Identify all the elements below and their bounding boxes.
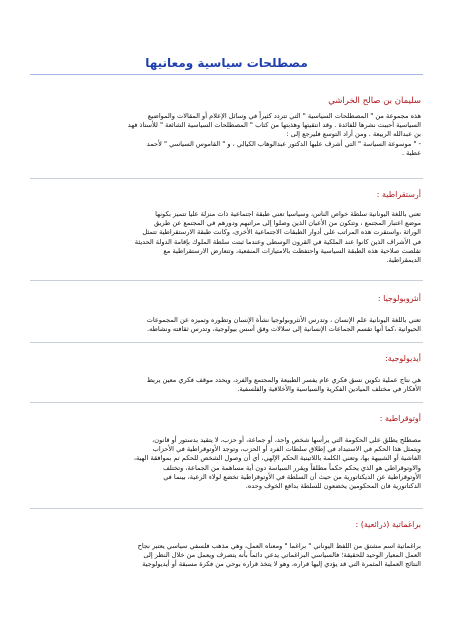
body-line: والاوتوقراطي هو الذي يحكم حكماً مطلقاً ويقرر السياسة دون أية مساهمة من الجماعة، وتختلف xyxy=(162,463,421,472)
author-name: سليمان بن صالح الخراشي xyxy=(328,96,421,106)
body-line: مصطلح يطلق على الحكومة التي يرأسها شخص واحد، أو جماعة، أو حزب، لا يتقيد بدستور أو قانون، xyxy=(152,436,421,444)
body-line: الديمقراطية. xyxy=(386,256,421,265)
section-body-aristocracy xyxy=(32,210,421,265)
section-body-anthropology xyxy=(32,316,421,334)
section-heading-autocracy: أوتوقراطية : xyxy=(379,414,421,423)
intro-line: - " موسوعة السياسة " التي أشرف عليها الدكتور عبدالوهاب الكيالي ، و " القاموس السياسي " لأحمد xyxy=(146,139,421,148)
section-heading-aristocracy: أرستقراطية : xyxy=(376,190,421,199)
body-line: الدكتاتورية فان المحكومين يخضعون للسلطة بدافع الخوف وحده. xyxy=(245,482,421,491)
intro-line: عطية . xyxy=(401,148,421,157)
section-divider xyxy=(30,342,423,343)
section-divider xyxy=(30,178,423,179)
body-line: النتائج العملية المثمرة التي قد يؤدي إليها قراره، وهو لا يتخذ قراره بوحي من فكرة مسبقة أو أيديولوجية xyxy=(142,560,421,569)
body-line: الفاشية أو الشبيهة بها، وتعني الكلمة باللاتينية الحكم الإلهي، أي أن وصول الشخص للحكم تم بموافقة الهية، xyxy=(133,454,421,463)
section-heading-pragmatism: براغماتية (ذرائعية) : xyxy=(355,520,421,529)
body-line: الأوتوقراطية عن الديكتاتورية من حيث أن السلطة في الأوتوقراطية تخضع لولاء الرعية، بينما في xyxy=(163,472,421,481)
body-line: الأفكار في مختلف الميادين الفكرية والسياسية والأخلاقية والفلسفية. xyxy=(237,385,421,394)
section-divider xyxy=(30,402,423,403)
section-body-autocracy xyxy=(32,436,421,491)
title-divider xyxy=(30,74,423,75)
section-body-ideology xyxy=(32,376,421,394)
body-line: موضع اعتبار المجتمع ، وتتكون من الأعيان الذين وصلوا إلى مراتبهم ودورهم في المجتمع عن طريق xyxy=(154,219,421,228)
body-line: الوراثة ،واستقرت هذه المراتب على أدوار الطبقات الاجتماعية الأخرى، وكانت طبقة الارستقراطية تتمثل xyxy=(142,228,421,237)
body-line: الحيوانية ،كما أنها تقسم الجماعات الإنسانية إلى سلالات وفق أسس بيولوجية، وتدرس ثقافته ونشاطه. xyxy=(146,325,421,334)
intro-paragraph xyxy=(32,112,421,158)
intro-line: هذه مجموعة من " المصطلحات السياسية " التي تتردد كثيراً في وسائل الإعلام أو المقالات والمواضيع xyxy=(147,112,421,120)
section-divider xyxy=(30,280,423,281)
body-line: تعني باللغة اليونانية سلطة خواص الناس، وسياسيا تعني طبقة اجتماعية ذات منزلة عليا تتميز بكونها xyxy=(155,210,421,218)
body-line: في الأشراف الذين كانوا عند الملكية في القرون الوسطى وعندما ثبتت سلطة الملوك بإقامة الدولة الحديثة xyxy=(134,237,421,246)
body-line: ويتمثل هذا الحكم في الاستبداد في إطلاق سلطات الفرد أو الحزب، وتوجد الأوتوقراطية في الأحزاب xyxy=(152,445,421,454)
section-heading-anthropology: أنثروبولوجيا : xyxy=(377,294,421,303)
body-line: تعني باللغة اليونانية علم الإنسان ، وتدرس الأنثروبولوجيا نشأة الإنسان وتطوره وتميزه عن المجموعات xyxy=(146,316,421,324)
body-line: هي نتاج عملية تكوين نسق فكري عام يفسر الطبيعة والمجتمع والفرد، ويحدد موقف فكري معين يربط xyxy=(146,376,421,384)
body-line: العمل المعيار الوحيد للحقيقة؛ فالسياسي البراغماتي يدعي دائماً بأنه يتصرف ويعمل من خلال النظر إلى xyxy=(143,551,421,560)
section-body-pragmatism xyxy=(32,542,421,570)
section-divider xyxy=(30,508,423,509)
body-line: تقلصت صلاحية هذه الطبقة السياسية واحتفظت بالامتيازات المنفعية، وتتعارض الارستقراطية مع xyxy=(163,246,421,255)
body-line: براغماتية اسم مشتق من اللفظ اليوناني " براغما " ومعناه العمل، وهي مذهب فلسفي سياسي يعتبر نجاح xyxy=(137,542,421,550)
intro-line: بن عبدالله الربيعة . ومن أراد التوسع فليرجع إلى : xyxy=(286,130,421,139)
intro-line: السياسية أحببت نشرها للفائدة . وقد انتقيتها وهذبتها من كتاب " المصطلحات السياسية الشائعة " للأستاذ فهد xyxy=(127,121,421,130)
section-heading-ideology: أيديولوجية: xyxy=(385,354,421,363)
page-title: مصطلحات سياسية ومعانيها xyxy=(145,56,308,70)
